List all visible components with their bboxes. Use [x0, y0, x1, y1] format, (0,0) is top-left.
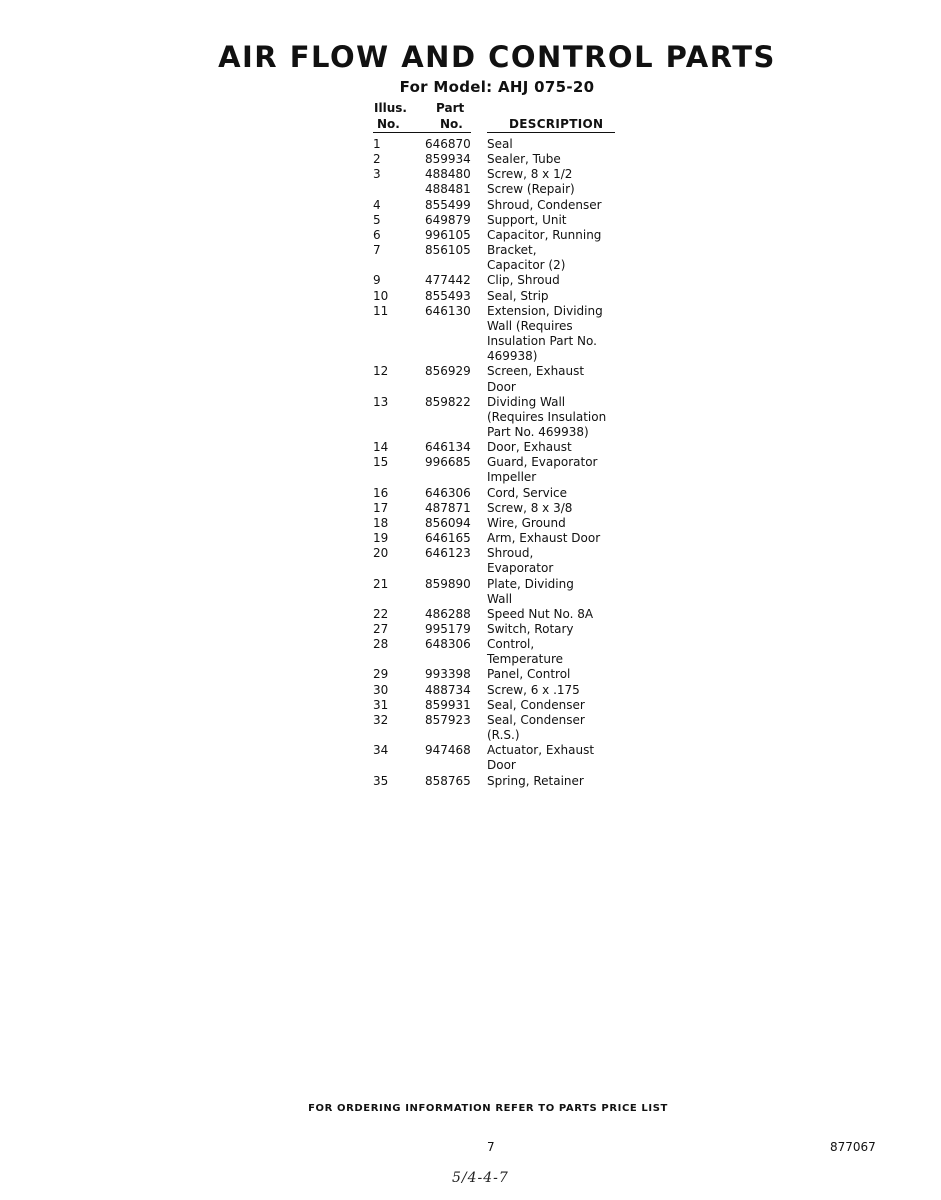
part-no-cell: 646130 — [425, 303, 471, 318]
table-header — [373, 101, 633, 134]
illus-no-cell: 12 — [373, 364, 389, 379]
description-line: Screw, 6 x .175 — [487, 682, 580, 697]
description-line: Wall (Requires — [487, 318, 573, 333]
illus-no-cell: 32 — [373, 712, 389, 727]
table-row — [373, 622, 633, 637]
illus-no-cell: 11 — [373, 303, 389, 318]
description-line: Clip, Shroud — [487, 273, 560, 288]
description-line: Extension, Dividing — [487, 303, 603, 318]
table-row — [373, 577, 633, 607]
description-line: Screw (Repair) — [487, 182, 575, 197]
table-row — [373, 198, 633, 213]
description-cell — [487, 137, 629, 152]
page-number: 7 — [487, 1140, 495, 1154]
header-rule-left — [373, 132, 471, 133]
description-cell — [487, 774, 629, 789]
illus-no-cell: 18 — [373, 515, 389, 530]
document-number: 877067 — [830, 1140, 876, 1154]
description-line: Door, Exhaust — [487, 440, 572, 455]
header-illus-line1: Illus. — [374, 101, 407, 115]
illus-no-cell: 10 — [373, 288, 389, 303]
illus-no-cell: 4 — [373, 197, 381, 212]
description-cell — [487, 501, 629, 516]
description-line: Screen, Exhaust — [487, 364, 585, 379]
illus-no-cell: 13 — [373, 394, 389, 409]
description-cell — [487, 213, 629, 228]
table-row — [373, 137, 633, 152]
description-line: Seal, Condenser — [487, 712, 585, 727]
description-cell — [487, 622, 629, 637]
header-part-line1: Part — [436, 101, 465, 115]
part-no-cell: 487871 — [425, 500, 471, 515]
illus-no-cell: 30 — [373, 682, 389, 697]
description-line: 469938) — [487, 349, 538, 364]
table-row — [373, 607, 633, 622]
part-no-cell: 646123 — [425, 546, 471, 561]
description-cell — [487, 455, 629, 485]
illus-no-cell: 6 — [373, 227, 381, 242]
table-row — [373, 273, 633, 288]
table-row — [373, 304, 633, 365]
description-cell — [487, 289, 629, 304]
description-cell — [487, 486, 629, 501]
illus-no-cell: 27 — [373, 622, 389, 636]
part-no-cell: 486288 — [425, 606, 471, 621]
table-row — [373, 683, 633, 698]
description-line: Insulation Part No. — [487, 334, 597, 349]
part-no-cell: 858765 — [425, 773, 471, 788]
description-cell — [487, 698, 629, 713]
description-line: Capacitor, Running — [487, 227, 602, 242]
illus-no-cell: 1 — [373, 137, 381, 151]
description-line: Evaporator — [487, 561, 554, 576]
description-cell — [487, 577, 629, 607]
description-line: Shroud, — [487, 546, 534, 561]
description-cell — [487, 152, 629, 167]
table-row — [373, 531, 633, 546]
description-cell — [487, 531, 629, 546]
part-no-cell: 856105 — [425, 243, 471, 258]
description-cell — [487, 182, 629, 197]
part-no-cell: 857923 — [425, 712, 471, 727]
illus-no-cell: 20 — [373, 546, 389, 561]
description-line: Guard, Evaporator — [487, 455, 598, 470]
description-line: Impeller — [487, 470, 537, 485]
part-no-cell: 646165 — [425, 531, 471, 546]
description-cell — [487, 546, 629, 576]
ordering-info-footer: FOR ORDERING INFORMATION REFER TO PARTS PRICE LIST — [308, 1103, 668, 1114]
table-row — [373, 440, 633, 455]
table-row — [373, 713, 633, 743]
illus-no-cell: 21 — [373, 576, 389, 591]
part-no-cell: 646134 — [425, 440, 471, 455]
table-row — [373, 516, 633, 531]
description-line: Panel, Control — [487, 667, 571, 682]
description-line: Sealer, Tube — [487, 152, 561, 167]
description-line: Shroud, Condenser — [487, 197, 602, 212]
part-no-cell: 488734 — [425, 682, 471, 697]
header-description: DESCRIPTION — [509, 117, 604, 131]
part-no-cell: 859890 — [425, 576, 471, 591]
part-no-cell: 649879 — [425, 212, 471, 227]
illus-no-cell: 35 — [373, 773, 389, 788]
table-row — [373, 546, 633, 576]
model-subtitle: For Model: AHJ 075-20 — [399, 78, 595, 96]
illus-no-cell: 31 — [373, 697, 389, 712]
description-cell — [487, 364, 629, 394]
description-cell — [487, 243, 629, 273]
description-line: Spring, Retainer — [487, 773, 584, 788]
illus-no-cell: 17 — [373, 500, 389, 515]
illus-no-cell: 28 — [373, 637, 389, 652]
description-line: Seal — [487, 137, 513, 151]
description-line: Part No. 469938) — [487, 424, 589, 439]
page-title: AIR FLOW AND CONTROL PARTS — [218, 40, 776, 74]
table-row — [373, 667, 633, 682]
description-cell — [487, 304, 629, 365]
illus-no-cell: 19 — [373, 531, 389, 546]
part-no-cell: 648306 — [425, 637, 471, 652]
handwritten-note: 5/4-4-7 — [452, 1170, 509, 1186]
table-row — [373, 243, 633, 273]
part-no-cell: 488480 — [425, 167, 471, 182]
table-row — [373, 395, 633, 440]
table-body — [373, 137, 633, 789]
table-row — [373, 501, 633, 516]
header-rule-right — [487, 132, 615, 133]
part-no-cell: 859822 — [425, 394, 471, 409]
description-cell — [487, 395, 629, 440]
description-cell — [487, 273, 629, 288]
part-no-cell: 859931 — [425, 697, 471, 712]
illus-no-cell: 5 — [373, 212, 381, 227]
description-line: Door — [487, 379, 516, 394]
description-line: Capacitor (2) — [487, 258, 566, 273]
table-row — [373, 698, 633, 713]
illus-no-cell: 7 — [373, 243, 381, 258]
part-no-cell: 477442 — [425, 273, 471, 288]
part-no-cell: 855493 — [425, 288, 471, 303]
illus-no-cell: 22 — [373, 606, 389, 621]
part-no-cell: 996685 — [425, 455, 471, 470]
part-no-cell: 995179 — [425, 622, 471, 636]
part-no-cell: 859934 — [425, 152, 471, 167]
description-line: Screw, 8 x 1/2 — [487, 167, 573, 182]
illus-no-cell: 29 — [373, 667, 389, 682]
table-row — [373, 637, 633, 667]
table-row — [373, 152, 633, 167]
illus-no-cell: 15 — [373, 455, 389, 470]
part-no-cell: 856094 — [425, 515, 471, 530]
description-cell — [487, 667, 629, 682]
part-no-cell: 993398 — [425, 667, 471, 682]
parts-table — [373, 101, 633, 788]
part-no-cell: 646306 — [425, 485, 471, 500]
description-line: Plate, Dividing — [487, 576, 574, 591]
table-row — [373, 486, 633, 501]
illus-no-cell: 34 — [373, 743, 389, 758]
description-cell — [487, 607, 629, 622]
description-line: Seal, Strip — [487, 288, 549, 303]
part-no-cell: 646870 — [425, 137, 471, 151]
description-line: Door — [487, 758, 516, 773]
description-cell — [487, 683, 629, 698]
illus-no-cell: 14 — [373, 440, 389, 455]
description-cell — [487, 637, 629, 667]
description-line: Temperature — [487, 652, 564, 667]
description-line: Support, Unit — [487, 212, 567, 227]
description-line: Actuator, Exhaust — [487, 743, 595, 758]
table-row — [373, 455, 633, 485]
description-cell — [487, 713, 629, 743]
description-cell — [487, 743, 629, 773]
table-row — [373, 743, 633, 773]
header-part-line2: No. — [440, 117, 463, 131]
description-line: Control, — [487, 637, 535, 652]
illus-no-cell: 9 — [373, 273, 381, 288]
table-row — [373, 228, 633, 243]
description-line: Arm, Exhaust Door — [487, 531, 601, 546]
description-line: (R.S.) — [487, 728, 520, 743]
description-cell — [487, 228, 629, 243]
part-no-cell: 488481 — [425, 182, 471, 197]
illus-no-cell: 3 — [373, 167, 381, 182]
part-no-cell: 996105 — [425, 227, 471, 242]
part-no-cell: 947468 — [425, 743, 471, 758]
table-row — [373, 289, 633, 304]
description-line: (Requires Insulation — [487, 409, 607, 424]
part-no-cell: 856929 — [425, 364, 471, 379]
description-line: Speed Nut No. 8A — [487, 606, 594, 621]
description-line: Cord, Service — [487, 485, 568, 500]
part-no-cell: 855499 — [425, 197, 471, 212]
table-row — [373, 364, 633, 394]
description-cell — [487, 440, 629, 455]
description-line: Seal, Condenser — [487, 697, 585, 712]
description-line: Switch, Rotary — [487, 622, 574, 636]
header-illus-line2: No. — [377, 117, 400, 131]
table-row — [373, 167, 633, 182]
table-row — [373, 213, 633, 228]
illus-no-cell: 16 — [373, 485, 389, 500]
table-row — [373, 774, 633, 789]
description-cell — [487, 516, 629, 531]
description-cell — [487, 167, 629, 182]
description-cell — [487, 198, 629, 213]
description-line: Wire, Ground — [487, 515, 566, 530]
description-line: Wall — [487, 591, 513, 606]
description-line: Bracket, — [487, 243, 537, 258]
illus-no-cell: 2 — [373, 152, 381, 167]
description-line: Screw, 8 x 3/8 — [487, 500, 573, 515]
table-row — [373, 182, 633, 197]
description-line: Dividing Wall — [487, 394, 566, 409]
